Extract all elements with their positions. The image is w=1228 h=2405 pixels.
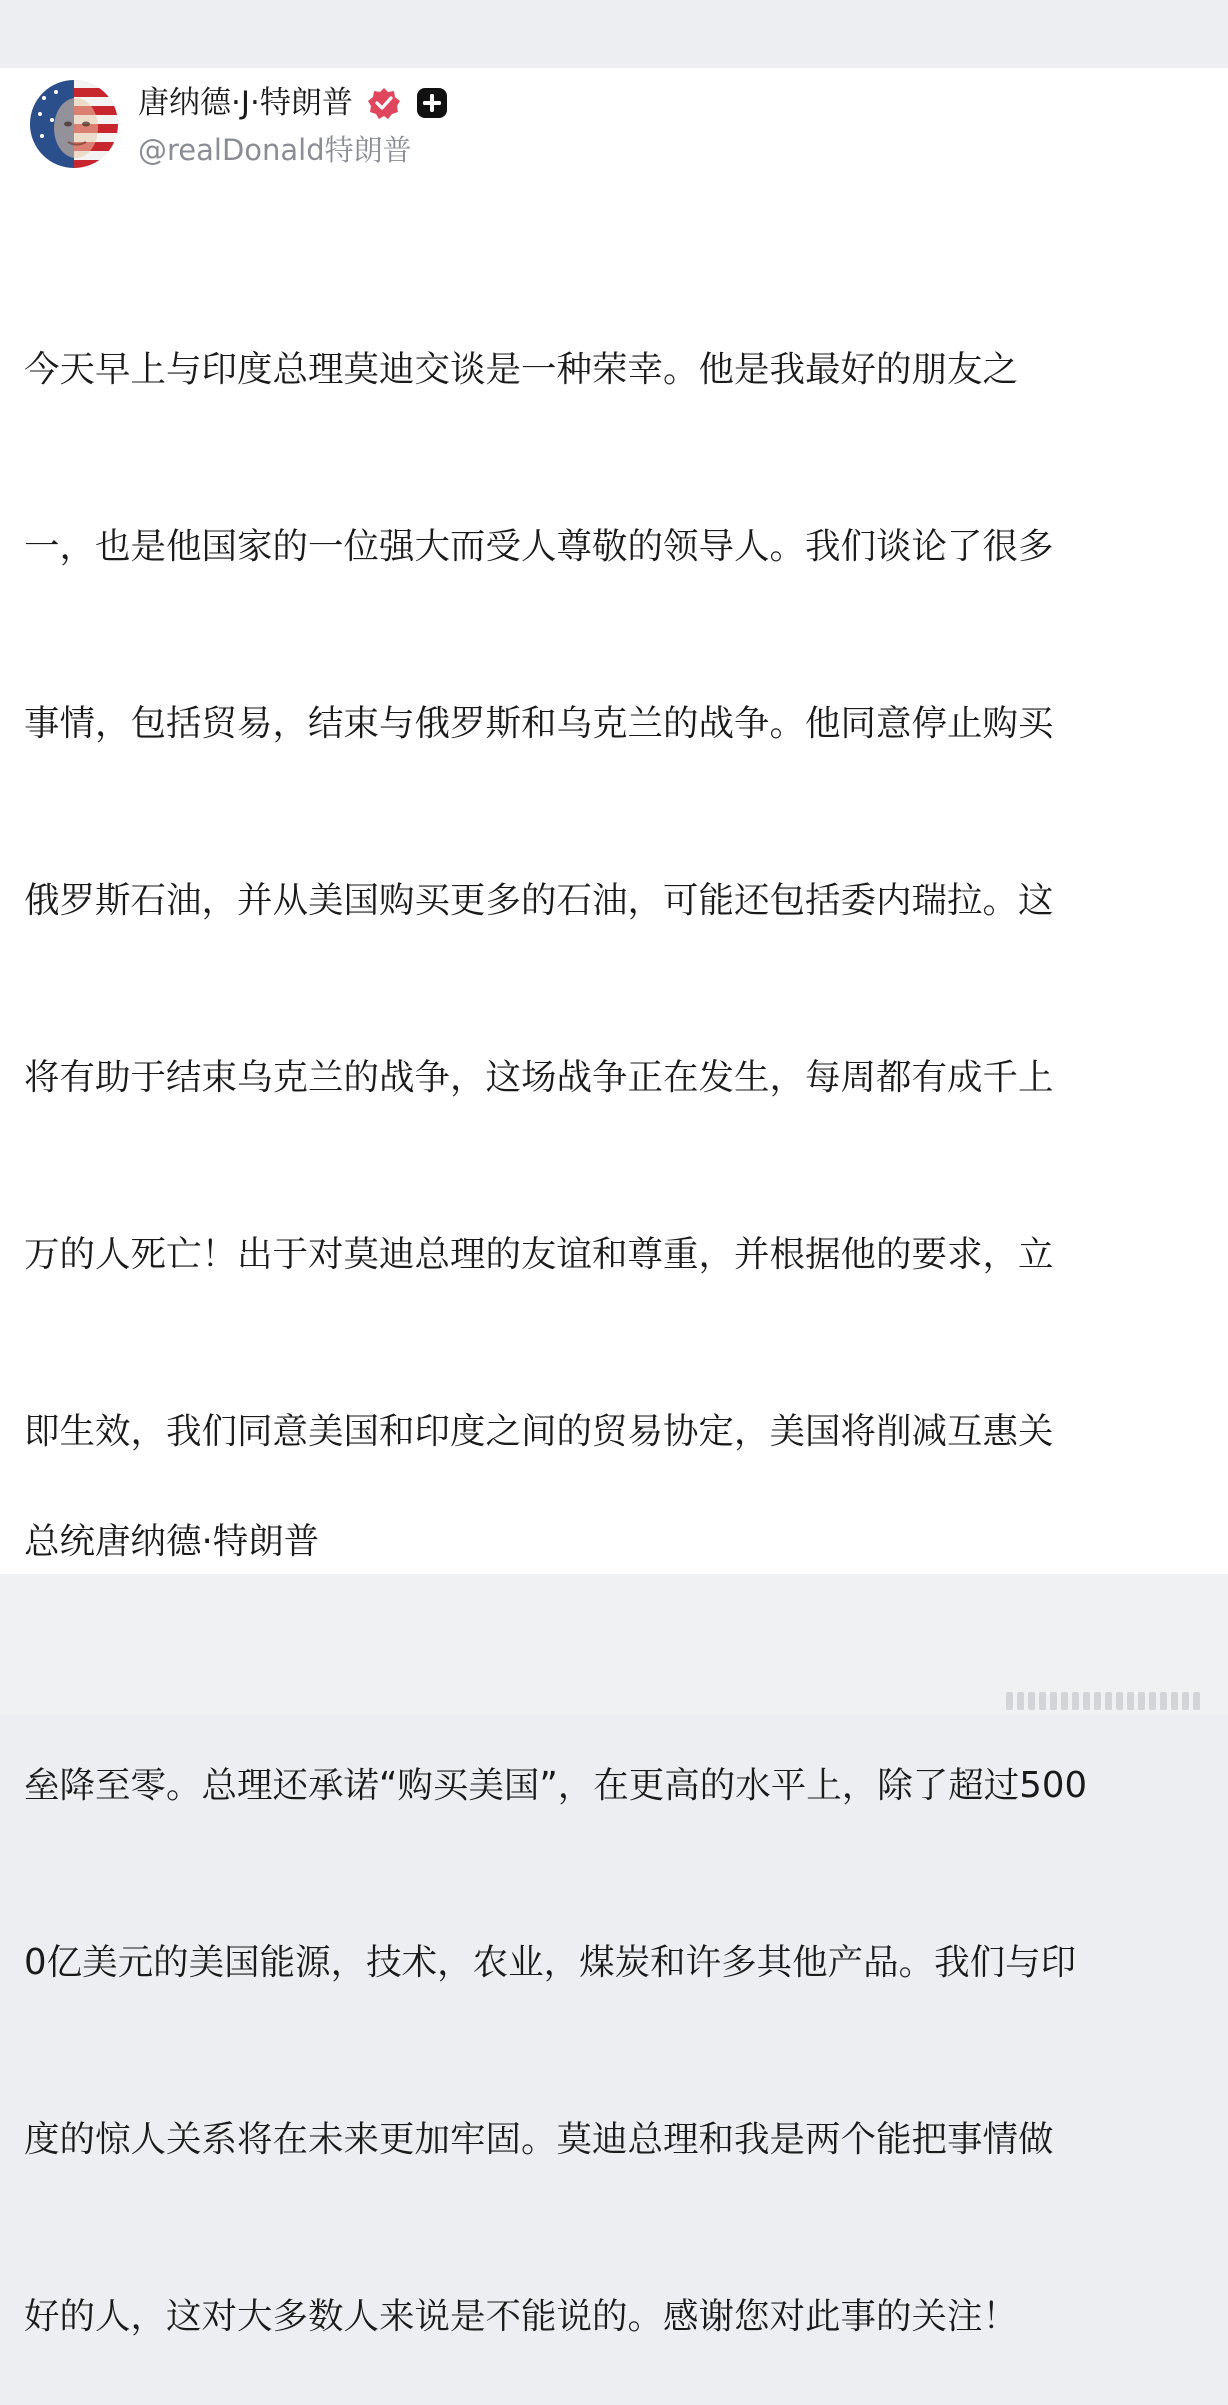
plus-square-icon[interactable] [415,86,449,120]
verified-badge-icon [367,86,401,120]
post-line: 俄罗斯石油，并从美国购买更多的石油，可能还包括委内瑞拉。这 [24,880,1054,921]
top-bar [0,0,1228,68]
post-line: 事情，包括贸易，结束与俄罗斯和乌克兰的战争。他同意停止购买 [24,703,1054,744]
post-body [24,222,1184,2405]
post-line: 度的惊人关系将在未来更加牢固。莫迪总理和我是两个能把事情做 [24,2119,1054,2160]
post-line: 万的人死亡！出于对莫迪总理的友谊和尊重，并根据他的要求，立 [24,1234,1054,1275]
post-line: 将有助于结束乌克兰的战争，这场战争正在发生，每周都有成千上 [24,1057,1054,1098]
post-signature: 总统唐纳德·特朗普 [24,1521,320,1562]
watermark-icon [1006,1690,1218,1712]
author-handle[interactable]: @realDonald特朗普 [138,133,412,167]
post-line: 即生效，我们同意美国和印度之间的贸易协定，美国将削减互惠关 [24,1411,1054,1452]
post-line: 今天早上与印度总理莫迪交谈是一种荣幸。他是我最好的朋友之 [24,349,1019,390]
post-line: 垒降至零。总理还承诺“购买美国”，在更高的水平上，除了超过500 [24,1765,1088,1806]
post-line: 好的人，这对大多数人来说是不能说的。感谢您对此事的关注！ [24,2296,1019,2337]
post-line: 0亿美元的美国能源，技术，农业，煤炭和许多其他产品。我们与印 [24,1942,1077,1983]
author-header [138,80,449,126]
author-display-name[interactable]: 唐纳德·J·特朗普 [138,85,353,121]
flag-face-avatar-icon [30,80,118,168]
author-avatar[interactable] [30,80,118,168]
post-line: 一，也是他国家的一位强大而受人尊敬的领导人。我们谈论了很多 [24,526,1054,567]
